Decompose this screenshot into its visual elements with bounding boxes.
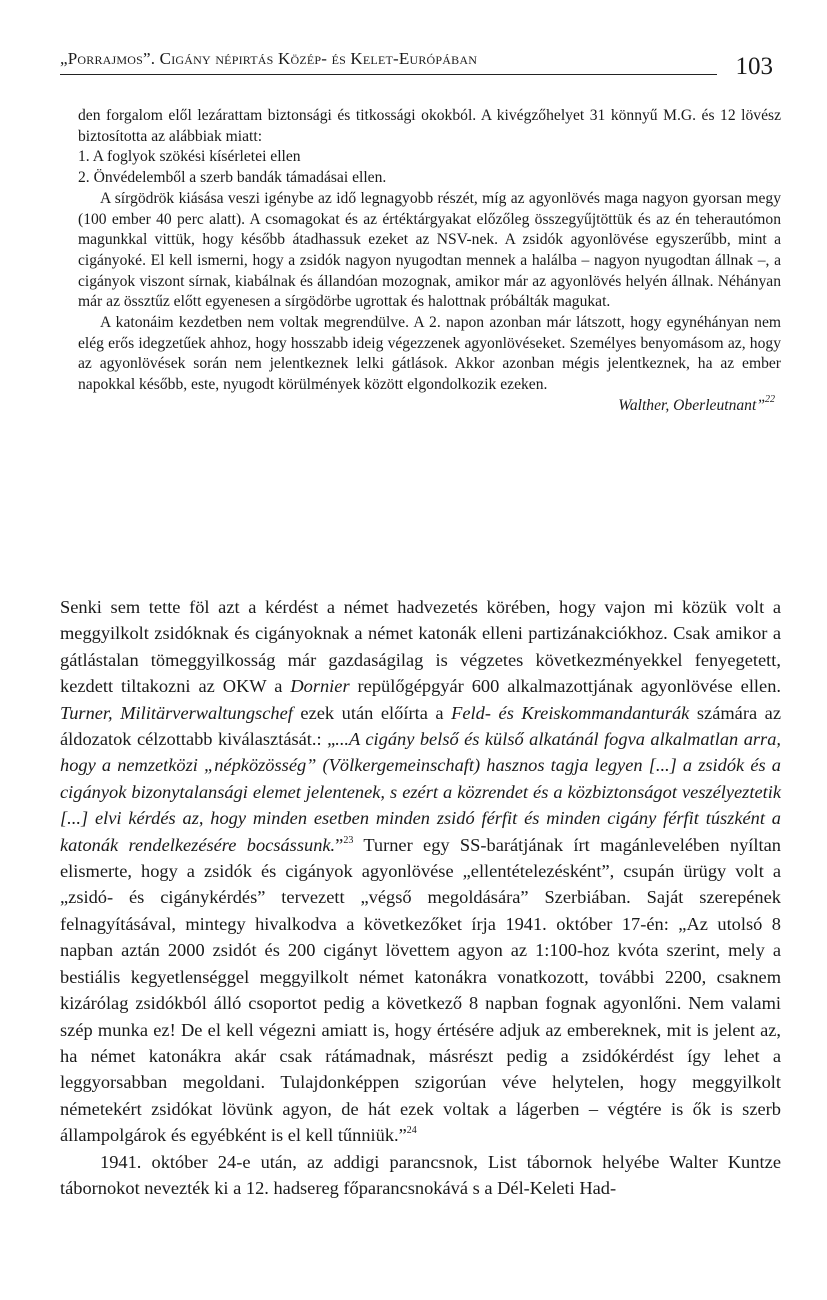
quote-list-item-1: 1. A foglyok szökési kísérletei ellen <box>78 148 301 166</box>
page-number: 103 <box>735 53 773 80</box>
body-text-segment: repülőgépgyár 600 alkalmazottjának agyonlövése ellen. <box>349 676 781 697</box>
body-text-segment: számára az áldozatok célzottabb kiválasztását.: „ <box>60 702 781 750</box>
quote-paragraph-2: A katonáim kezdetben nem voltak megrendülve. A 2. napon azonban már látszott, hogy egynéhányan nem elég erős idegzetűek ahhoz, hogy hosszabb ideig végezzenek agyonlövéseket. Személyes benyomásom az, hogy az agyonlövések során nem jelentkeznek lelki gátlások. Akkor azonban mégis jelentkeznek, ha az ember napokkal később, este, nyugodt körülmények között elgondolkozik ezeken. <box>78 314 781 394</box>
block-quote <box>78 106 781 417</box>
body-text-segment: Turner egy SS-barátjának írt magánlevelében nyíltan elismerte, hogy a zsidók és cigányok agyonlövése „ellentételezésként”, csupán ürügy volt a „zsidó- és cigánykérdés” tervezett „végső megoldására” Szerbiában. Saját szerepének felnagyításával, mintegy hivalkodva a következőket írja 1941. október 17-én: „Az utolsó 8 napban aztán 2000 zsidót és 200 cigányt lövettem agyon az 1:100-hoz kvóta szerint, mely a bestiális kegyetlenséggel meggyilkolt német katonákra vonatkozott, további 2200, csaknem kizárólag zsidókból álló csoportot pedig a következő 8 napban fognak agyonlőni. Nem valami szép munka ez! De el kell végezni amiatt is, hogy értésére adjuk az embereknek, mit is jelent az, ha német katonákra akár csak rátámadnak, másrészt pedig a zsidókérdést így lehet a leggyorsabban megoldani. Tulajdonképpen szigorúan véve helytelen, hogy meggyilkolt németekért zsidókat lövünk agyon, de hát ezek voltak a lágerben – végtére is ők is szerb állampolgárok és egyébként is el kell tűnniük.” <box>60 834 781 1146</box>
body-italic-dornier: Dornier <box>290 676 350 697</box>
quote-lead: den forgalom elől lezárattam biztonsági és titkossági okokból. A kivégzőhelyet 31 könnyű M.G. és 12 lövész biztosította az alábbiak miatt: <box>78 107 781 145</box>
body-italic-quotation: ...A cigány belső és külső alkatánál fogva alkalmatlan arra, hogy a nemzetközi „népközösség” (Völkergemeinschaft) hasznos tagja legyen [...] a zsidók és a cigányok bizonytalansági elemet jelentenek, s ezért a közrendet és a közbiztonságot veszélyeztetik [...] elvi kérdés az, hogy minden esetben minden zsidó férfit és minden cigány férfit túszként a katonák rendelkezésére bocsássunk. <box>60 729 781 855</box>
body-close-quote: ” <box>335 834 344 855</box>
quote-paragraph-1: A sírgödrök kiásása veszi igénybe az idő legnagyobb részét, míg az agyonlövés maga nagyon gyorsan megy (100 ember 40 perc alatt). A csomagokat és az értéktárgyakat előzőleg összegyűjtöttük és az én teherautómon magunkkal vittük, hogy később átadhassuk ezeket az NSV-nek. A zsidók agyonlövése egyszerűbb, mint a cigányoké. El kell ismerni, hogy a zsidók nagyon nyugodtan mennek a halálba – nagyon nyugodtan állnak –, a cigányok viszont sírnak, kiabálnak és állandóan mozognak, amikor már az agyonlövés helyén állnak. Néhányan már az össztűz előtt egyenesen a sírgödörbe ugrottak és halottnak próbálták magukat. <box>78 189 781 311</box>
body-text-segment: Senki sem tette föl azt a kérdést a német hadvezetés körében, hogy vajon mi közük volt a meggyilkolt zsidóknak és cigányoknak a német katonák elleni partizánakciókhoz. Csak amikor a gátlástalan tömeggyilkosság már gazdaságilag is végzetes következményekkel fenyegetett, kezdett tiltakozni az OKW a <box>60 597 781 697</box>
quote-list-item-2: 2. Önvédelemből a szerb bandák támadásai ellen. <box>78 169 387 187</box>
signature-close-quote: ” <box>756 396 765 414</box>
body-italic-kommandantur: Feld- és Kreiskommandanturák <box>451 702 690 723</box>
body-paragraph-2: 1941. október 24-e után, az addigi parancsnok, List tábornok helyébe Walter Kuntze tábornokot nevezték ki a 12. hadsereg főparancsnokává s a Dél-Keleti Had- <box>60 1151 781 1198</box>
signature-text: Walther, Oberleutnant <box>618 396 757 414</box>
footnote-ref-22: 22 <box>765 393 775 405</box>
running-title-text: Porrajmos”. Cigány népirtás Közép- és Kelet-Európában <box>67 49 478 68</box>
page-header <box>60 44 777 84</box>
running-title <box>60 49 477 69</box>
header-rule <box>60 74 717 75</box>
body-paragraph-1 <box>60 594 781 1149</box>
body-italic-turner: Turner, Militärverwaltungschef <box>60 702 293 723</box>
footnote-ref-24: 24 <box>406 1125 417 1137</box>
main-text <box>60 594 781 1201</box>
body-text-segment: ezek után előírta a <box>292 702 452 723</box>
running-title-quote-mark: „ <box>60 49 68 68</box>
quote-signature <box>78 393 781 417</box>
footnote-ref-23: 23 <box>343 834 354 846</box>
